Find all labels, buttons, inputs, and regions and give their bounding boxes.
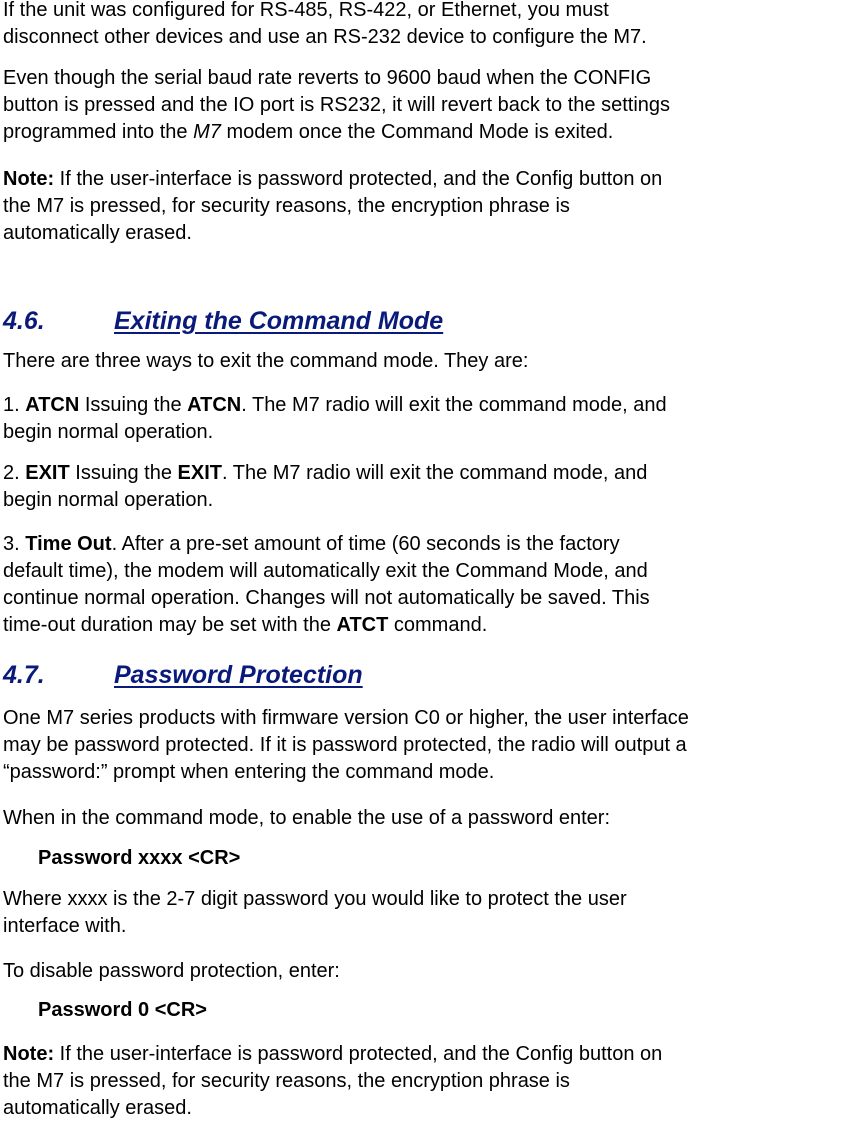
- note-label: Note:: [3, 1043, 55, 1065]
- section-title: Exiting the Command Mode: [114, 307, 444, 335]
- text-line: the M7 is pressed, for security reasons, the encryption phrase is: [3, 195, 570, 217]
- section-number: 4.7.: [3, 661, 45, 689]
- command-term: EXIT: [177, 462, 222, 484]
- text-line: Note: If the user-interface is password protected, and the Config button on: [3, 1043, 663, 1065]
- paragraph-disable-password: [3, 958, 857, 985]
- paragraph-rs485-note: [3, 0, 857, 51]
- text-line: There are three ways to exit the command mode. They are:: [3, 350, 529, 372]
- section-heading-4-6: [3, 306, 443, 336]
- command-term: Time Out: [25, 533, 112, 555]
- text-line: One M7 series products with firmware version C0 or higher, the user interface: [3, 707, 689, 729]
- section-heading-4-7: [3, 660, 363, 690]
- section-intro: [3, 348, 857, 375]
- section-title: Password Protection: [114, 661, 363, 689]
- text-line: If the unit was configured for RS-485, RS-422, or Ethernet, you must: [3, 0, 609, 21]
- text-line: interface with.: [3, 915, 127, 937]
- text-line: time-out duration may be set with the ATCT command.: [3, 614, 488, 636]
- text-line: automatically erased.: [3, 222, 192, 244]
- text-line: 2. EXIT Issuing the EXIT. The M7 radio will exit the command mode, and: [3, 462, 648, 484]
- text-line: continue normal operation. Changes will not automatically be saved. This: [3, 587, 650, 609]
- text-line: Even though the serial baud rate reverts to 9600 baud when the CONFIG: [3, 67, 652, 89]
- command-enable-password: Password xxxx <CR>: [38, 847, 241, 869]
- paragraph-baud-rate: [3, 65, 857, 146]
- text-line: button is pressed and the IO port is RS232, it will revert back to the settings: [3, 94, 671, 116]
- text-line: When in the command mode, to enable the use of a password enter:: [3, 807, 611, 829]
- command-term: ATCN: [25, 394, 80, 416]
- text-line: To disable password protection, enter:: [3, 960, 340, 982]
- command-term: EXIT: [25, 462, 70, 484]
- command-term: ATCT: [336, 614, 389, 636]
- note-paragraph-1: [3, 166, 857, 247]
- section-number: 4.6.: [3, 307, 45, 335]
- command-disable-password: Password 0 <CR>: [38, 999, 207, 1021]
- text-line: 1. ATCN Issuing the ATCN. The M7 radio will exit the command mode, and: [3, 394, 667, 416]
- text-line: programmed into the M7 modem once the Command Mode is exited.: [3, 121, 614, 143]
- list-item-exit: [3, 460, 857, 514]
- list-item-timeout: [3, 531, 857, 639]
- text-line: the M7 is pressed, for security reasons, the encryption phrase is: [3, 1070, 570, 1092]
- text-line: disconnect other devices and use an RS-232 device to configure the M7.: [3, 26, 647, 48]
- paragraph-password-intro: [3, 705, 857, 786]
- note-label: Note:: [3, 168, 55, 190]
- text-line: begin normal operation.: [3, 489, 214, 511]
- text-line: may be password protected. If it is password protected, the radio will output a: [3, 734, 687, 756]
- list-item-atcn: [3, 392, 857, 446]
- text-line: automatically erased.: [3, 1097, 192, 1119]
- text-line: “password:” prompt when entering the command mode.: [3, 761, 495, 783]
- text-line: Where xxxx is the 2-7 digit password you would like to protect the user: [3, 888, 627, 910]
- italic-model-name: M7: [193, 121, 221, 143]
- text-line: Note: If the user-interface is password protected, and the Config button on: [3, 168, 663, 190]
- paragraph-password-digits: [3, 886, 857, 940]
- note-paragraph-2: [3, 1041, 857, 1122]
- text-line: 3. Time Out. After a pre-set amount of time (60 seconds is the factory: [3, 533, 620, 555]
- text-line: default time), the modem will automatically exit the Command Mode, and: [3, 560, 648, 582]
- text-line: begin normal operation.: [3, 421, 214, 443]
- command-term: ATCN: [187, 394, 242, 416]
- paragraph-enable-password: [3, 805, 857, 832]
